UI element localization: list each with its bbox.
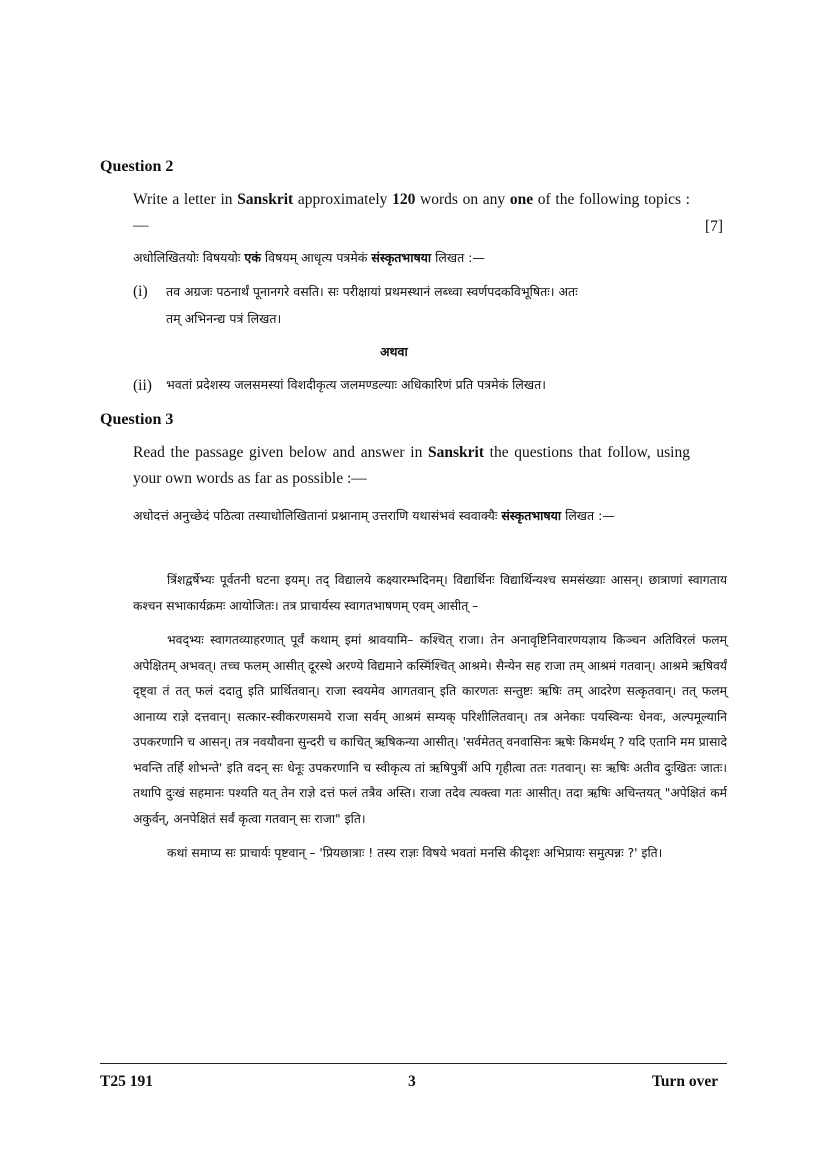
instruction-text: अधोलिखितयोः विषययोः bbox=[133, 250, 245, 265]
option-1-number: (i) bbox=[133, 283, 148, 300]
option-1-line-1: तव अग्रजः पठनार्थं पूनानगरे वसति। सः परीक्षायां प्रथमस्थानं लब्ध्वा स्वर्णपदकविभूषितः। अतः bbox=[166, 284, 578, 299]
footer-divider bbox=[100, 1063, 727, 1064]
instruction-text: of the following topics :— bbox=[133, 191, 690, 234]
question-3-instruction-sanskrit bbox=[133, 502, 698, 529]
instruction-text: approximately bbox=[293, 191, 393, 208]
option-2-number: (ii) bbox=[133, 377, 152, 394]
instruction-text: लिखत :— bbox=[431, 250, 485, 265]
instruction-text: अधोदत्तं अनुच्छेदं पठित्वा तस्याधोलिखितानां प्रश्नानाम् उत्तराणि यथासंभवं स्ववाक्यैः bbox=[133, 508, 502, 523]
option-1-line-2: तम् अभिनन्द्य पत्रं लिखत। bbox=[166, 311, 282, 326]
instruction-text: लिखत :— bbox=[561, 508, 615, 523]
passage-paragraph-2: भवद्भ्यः स्वागतव्याहरणात् पूर्वं कथाम् इमां श्रावयामि– कश्चित् राजा। तेन अनावृष्टिनिवारणयज्ञाय किञ्चन अतिविरलं फलम् अपेक्षितम् अभवत्। तच्च फलम् आसीत् दूरस्थे अरण्ये विद्यमाने कस्मिंश्चित् आश्रमे। सैन्येन सह राजा तम् आश्रमं गतवान्। आश्रमे ऋषिवर्यं दृष्ट्वा तं तत् फलं ददातु इति प्रार्थितवान्। राजा स्वयमेव आगतवान् इति कारणतः सन्तुष्टः ऋषिः तम् आदरेण सत्कृतवान्। तत् फलम् आनाय्य राज्ञे दत्तवान्। सत्कार-स्वीकरणसमये राजा सर्वम् आश्रमं सम्यक् परिशीलितवान्। तत्र अनेकाः पयस्विन्यः धेनवः, अल्पमूल्यानि उपकरणानि च आसन्। तत्र नवयौवना सुन्दरी च काचित् ऋषिकन्या आसीत्। 'सर्वमेतत् वनवासिनः ऋषेः किमर्थम् ? यदि एतानि मम प्रासादे भवन्ति तर्हि शोभन्ते' इति वदन् सः धेनूः उपकरणानि च स्वीकृत्य तां ऋषिपुत्रीं अपि गृहीत्वा ततः गतवान्। सः ऋषिः अतीव दुःखितः जातः। तथापि दुःखं सहमानः पश्यति यत् तेन राज्ञे दत्तं फलं तत्रैव अस्ति। राजा तदेव त्यक्त्वा गतः आसीत्। तदा ऋषिः अचिन्तयत् "अपेक्षितं कर्म अकुर्वन्, अनपेक्षितं सर्वं कृत्वा गतवान् सः राजा" इति। bbox=[133, 633, 727, 826]
instruction-text: विषयम् आधृत्य पत्रमेकं bbox=[260, 250, 372, 265]
question-3-heading: Question 3 bbox=[100, 411, 174, 428]
question-3-instruction-english bbox=[133, 440, 690, 492]
instruction-bold-sanskritbhashaya: संस्कृतभाषया bbox=[371, 250, 432, 265]
instruction-bold-ekam: एकं bbox=[244, 250, 261, 265]
page-number: 3 bbox=[408, 1073, 416, 1090]
question-2-instruction-sanskrit bbox=[133, 244, 727, 271]
or-separator: अथवा bbox=[380, 344, 408, 359]
question-2-marks: [7] bbox=[705, 218, 724, 235]
paper-code: T25 191 bbox=[100, 1073, 153, 1090]
turn-over-label: Turn over bbox=[652, 1073, 719, 1090]
passage-paragraph-3: कथां समाप्य सः प्राचार्यः पृष्टवान् – 'प्रियछात्राः ! तस्य राज्ञः विषये भवतां मनसि कीदृशः अभिप्रायः समुत्पन्नः ?' इति। bbox=[167, 846, 663, 860]
instruction-bold-sanskritbhashaya: संस्कृतभाषया bbox=[501, 508, 562, 523]
instruction-text: the questions that follow, using your own words as far as possible :— bbox=[133, 444, 690, 487]
instruction-bold-sanskrit: Sanskrit bbox=[237, 191, 294, 208]
reading-passage bbox=[133, 568, 727, 867]
question-2-instruction-english bbox=[133, 187, 690, 239]
instruction-text: Write a letter in bbox=[133, 191, 238, 208]
instruction-bold-word-count: 120 bbox=[392, 191, 416, 208]
instruction-bold-one: one bbox=[509, 191, 534, 208]
instruction-text: Read the passage given below and answer in bbox=[133, 444, 428, 461]
instruction-text: words on any bbox=[415, 191, 510, 208]
question-2-heading: Question 2 bbox=[100, 158, 174, 175]
instruction-bold-sanskrit: Sanskrit bbox=[427, 444, 484, 461]
option-2-text: भवतां प्रदेशस्य जलसमस्यां विशदीकृत्य जलमण्डल्याः अधिकारिणं प्रति पत्रमेकं लिखत। bbox=[166, 377, 546, 392]
passage-paragraph-1: त्रिंशद्वर्षेभ्यः पूर्वतनी घटना इयम्। तद् विद्यालये कक्ष्यारम्भदिनम्। विद्यार्थिनः विद्यार्थिन्यश्च समसंख्याः आसन्। छात्राणां स्वागताय कश्चन सभाकार्यक्रमः आयोजितः। तत्र प्राचार्यस्य स्वागतभाषणम् एवम् आसीत् – bbox=[133, 573, 727, 613]
